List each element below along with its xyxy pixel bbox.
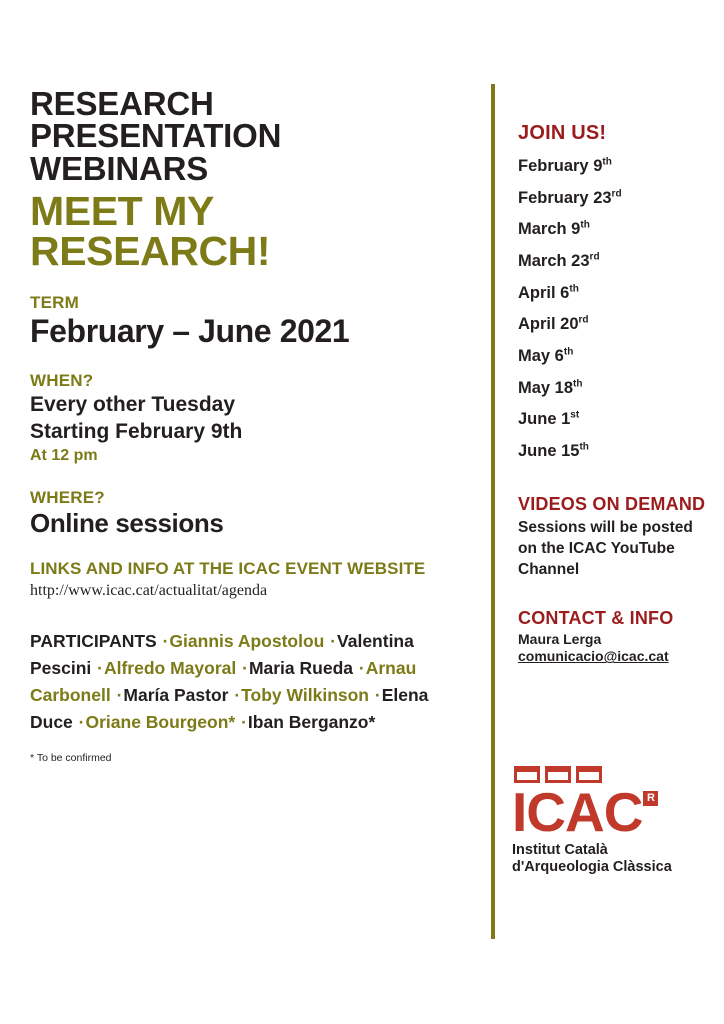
logo-subtitle	[512, 842, 717, 876]
icac-logo	[512, 766, 717, 876]
participant-name: Maria Rueda	[248, 658, 358, 679]
participant-name: Valentina Pescini	[30, 630, 414, 679]
title-line-3: MEET MY	[30, 187, 214, 234]
session-date-item: April 6th	[518, 283, 579, 302]
links-section	[30, 559, 470, 600]
registered-mark-icon: R	[643, 791, 658, 806]
logo-subtitle-line-1: Institut Català	[512, 842, 608, 858]
participant-separator: ·	[78, 712, 85, 733]
participant-name: Giannis Apostolou	[169, 630, 330, 651]
session-date-item: May 18th	[518, 378, 583, 397]
participant-separator: ·	[242, 658, 248, 679]
poster-title	[30, 85, 470, 275]
participant-separator: ·	[116, 685, 123, 706]
left-column	[30, 85, 470, 765]
participant-separator: ·	[358, 658, 365, 679]
session-date-item: March 23rd	[518, 251, 600, 271]
term-value: February – June 2021	[30, 313, 350, 350]
participant-separator: ·	[330, 630, 337, 651]
contact-title: CONTACT & INFO	[518, 608, 674, 629]
videos-title: VIDEOS ON DEMAND	[518, 493, 706, 514]
where-value: Online sessions	[30, 507, 224, 538]
contact-email-link[interactable]: comunicacio@icac.cat	[518, 648, 669, 665]
contact-name: Maura Lerga	[518, 631, 602, 648]
when-line-3: At 12 pm	[30, 447, 98, 465]
session-date-item: May 6th	[518, 346, 574, 366]
when-line-1: Every other Tuesday	[30, 392, 236, 416]
session-date-item: June 15th	[518, 441, 589, 461]
logo-subtitle-line-2: d'Arqueologia Clàssica	[512, 859, 672, 876]
participant-name: Elena Duce	[30, 685, 429, 733]
where-label: WHERE?	[30, 487, 105, 507]
contact-section	[518, 608, 713, 666]
logo-wordmark	[512, 781, 655, 843]
participant-separator: ·	[374, 685, 381, 706]
title-line-4: RESEARCH!	[30, 228, 271, 275]
participant-separator: ·	[157, 630, 169, 651]
participant-name: María Pastor	[123, 685, 234, 706]
participant-separator: ·	[241, 712, 247, 733]
participant-separator: ·	[97, 658, 103, 679]
participants-label: PARTICIPANTS	[30, 630, 157, 651]
session-date-item: February 9th	[518, 156, 612, 175]
term-label: TERM	[30, 293, 79, 313]
session-date-list	[518, 151, 713, 468]
participant-separator: ·	[234, 685, 241, 706]
logo-word-text: ICAC	[512, 781, 643, 843]
session-date-item: March 9th	[518, 219, 590, 239]
event-website-link[interactable]: http://www.icac.cat/actualitat/agenda	[30, 581, 268, 599]
participants-footnote: * To be confirmed	[30, 752, 112, 765]
term-section	[30, 293, 470, 349]
where-section	[30, 488, 470, 537]
when-line-2: Starting February 9th	[30, 419, 243, 443]
participant-name: Oriane Bourgeon*	[85, 712, 241, 733]
participant-name: Alfredo Mayoral	[103, 658, 242, 679]
links-title: LINKS AND INFO AT THE ICAC EVENT WEBSITE	[30, 558, 426, 578]
participant-name: Iban Berganzo*	[247, 712, 376, 733]
join-us-title: JOIN US!	[518, 122, 607, 144]
session-date-item: June 1st	[518, 409, 580, 429]
videos-text: Sessions will be posted on the ICAC YouTube Channel	[518, 518, 693, 578]
right-column	[518, 122, 713, 666]
vertical-divider	[491, 84, 495, 939]
when-label: WHEN?	[30, 370, 94, 390]
session-date-item: April 20rd	[518, 314, 589, 334]
videos-on-demand-section	[518, 494, 713, 581]
participant-name: Arnau Carbonell	[30, 658, 417, 706]
title-line-2: WEBINARS	[30, 149, 209, 187]
title-line-1: RESEARCH PRESENTATION	[30, 85, 282, 155]
participant-name: Toby Wilkinson	[241, 685, 374, 706]
participants-section	[30, 628, 470, 737]
session-date-item: February 23rd	[518, 188, 622, 207]
when-section	[30, 371, 470, 466]
